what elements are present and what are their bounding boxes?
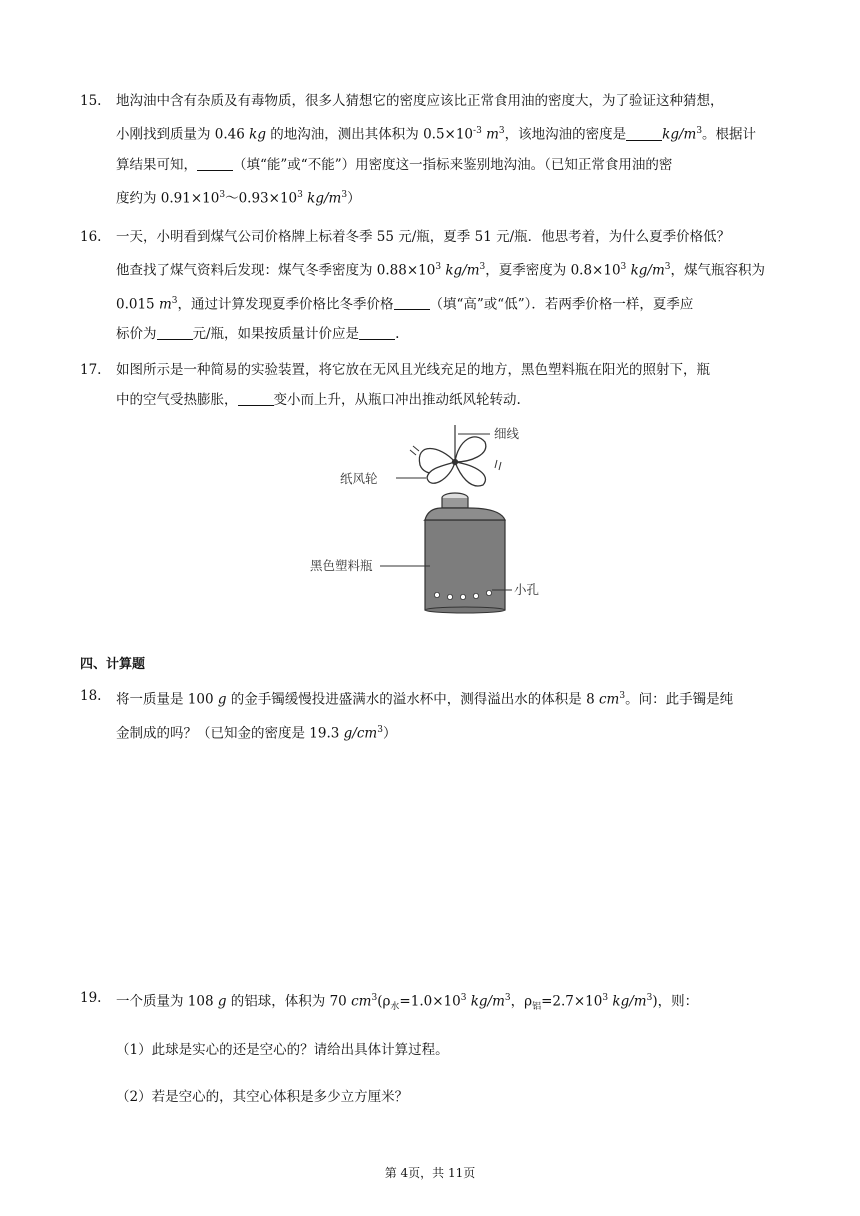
q18-line2: 金制成的吗？（已知金的密度是 19.3 $g/cm^3$） bbox=[116, 724, 397, 741]
q16-line3: 0.015 $m^3$，通过计算发现夏季价格比冬季价格 （填“高”或“低”）．若两季价格一样，夏季应 bbox=[116, 295, 694, 312]
q19-subquestion-2: （2）若是空心的，其空心体积是多少立方厘米？ bbox=[116, 1089, 409, 1105]
q16-line4: 标价为 元/瓶，如果按质量计价应是 . bbox=[116, 326, 400, 342]
label-pinwheel: 纸风轮 bbox=[340, 471, 378, 486]
answer-blank[interactable] bbox=[238, 391, 274, 406]
answer-blank[interactable] bbox=[359, 325, 395, 340]
question-18 bbox=[80, 681, 780, 748]
q17-line2: 中的空气受热膨胀， 变小而上升，从瓶口冲出推动纸风轮转动. bbox=[116, 392, 521, 408]
answer-blank[interactable] bbox=[626, 126, 662, 141]
answer-blank[interactable] bbox=[197, 156, 233, 171]
question-19 bbox=[80, 983, 780, 1022]
question-number: 18. bbox=[80, 688, 102, 704]
q15-line1: 地沟油中含有杂质及有毒物质，很多人猜想它的密度应该比正常食用油的密度大，为了验证这种猜想， bbox=[116, 93, 724, 109]
black-plastic-bottle bbox=[425, 493, 505, 613]
q17-line1: 如图所示是一种简易的实验装置，将它放在无风且光线充足的地方，黑色塑料瓶在阳光的照射下，瓶 bbox=[116, 362, 710, 378]
q16-line2: 他查找了煤气资料后发现：煤气冬季密度为 $0.88\times 10^3$ $kg/m^3$，夏季密度为 $0.8\times 10^3$ $kg/m^3$，煤气瓶容积为 bbox=[116, 262, 765, 279]
label-bottle: 黑色塑料瓶 bbox=[310, 558, 373, 573]
question-number: 17. bbox=[80, 362, 102, 378]
label-thread: 细线 bbox=[494, 426, 520, 441]
page-footer: 第 4页，共 11页 bbox=[384, 1166, 476, 1180]
q16-line1: 一天，小明看到煤气公司价格牌上标着冬季 55 元/瓶，夏季 51 元/瓶．他思考着，为什么夏季价格低？ bbox=[116, 229, 731, 245]
q19-line1: 一个质量为 108 g 的铝球，体积为 70 $cm^3(\rho_水=1.0\times 10^3$ $kg/m^3$，$\rho_铝=2.7\times 10^3$ $kg/m^3$)，则： bbox=[116, 993, 699, 1013]
question-number: 16. bbox=[80, 229, 102, 245]
q19-subquestion-1: （1）此球是实心的还是空心的？请给出具体计算过程。 bbox=[116, 1042, 449, 1058]
q15-line2: 小刚找到质量为 0.46 kg 的地沟油，测出其体积为 $0.5\times 10^{-3}$ $m^3$，该地沟油的密度是 $kg/m^3$。根据计 bbox=[116, 126, 757, 143]
experiment-figure bbox=[300, 420, 560, 615]
question-16 bbox=[80, 222, 780, 349]
label-hole: 小孔 bbox=[514, 582, 540, 597]
question-number: 15. bbox=[80, 93, 102, 109]
answer-blank[interactable] bbox=[394, 295, 430, 310]
question-number: 19. bbox=[80, 990, 102, 1006]
q18-line1: 将一质量是 100 g 的金手镯缓慢投进盛满水的溢水杯中，测得溢出水的体积是 8 $cm^3$。问：此手镯是纯 bbox=[116, 691, 734, 708]
q15-line4: 度约为 $0.91\times 10^3\sim 0.93\times 10^3$ $kg/m^3$） bbox=[116, 189, 361, 206]
q15-line3: 算结果可知， （填“能”或“不能”）用密度这一指标来鉴别地沟油。（已知正常食用油的密 bbox=[116, 156, 673, 173]
section-heading: 四、计算题 bbox=[80, 657, 146, 672]
answer-blank[interactable] bbox=[157, 325, 193, 340]
question-15 bbox=[80, 86, 780, 213]
question-17 bbox=[80, 355, 780, 415]
